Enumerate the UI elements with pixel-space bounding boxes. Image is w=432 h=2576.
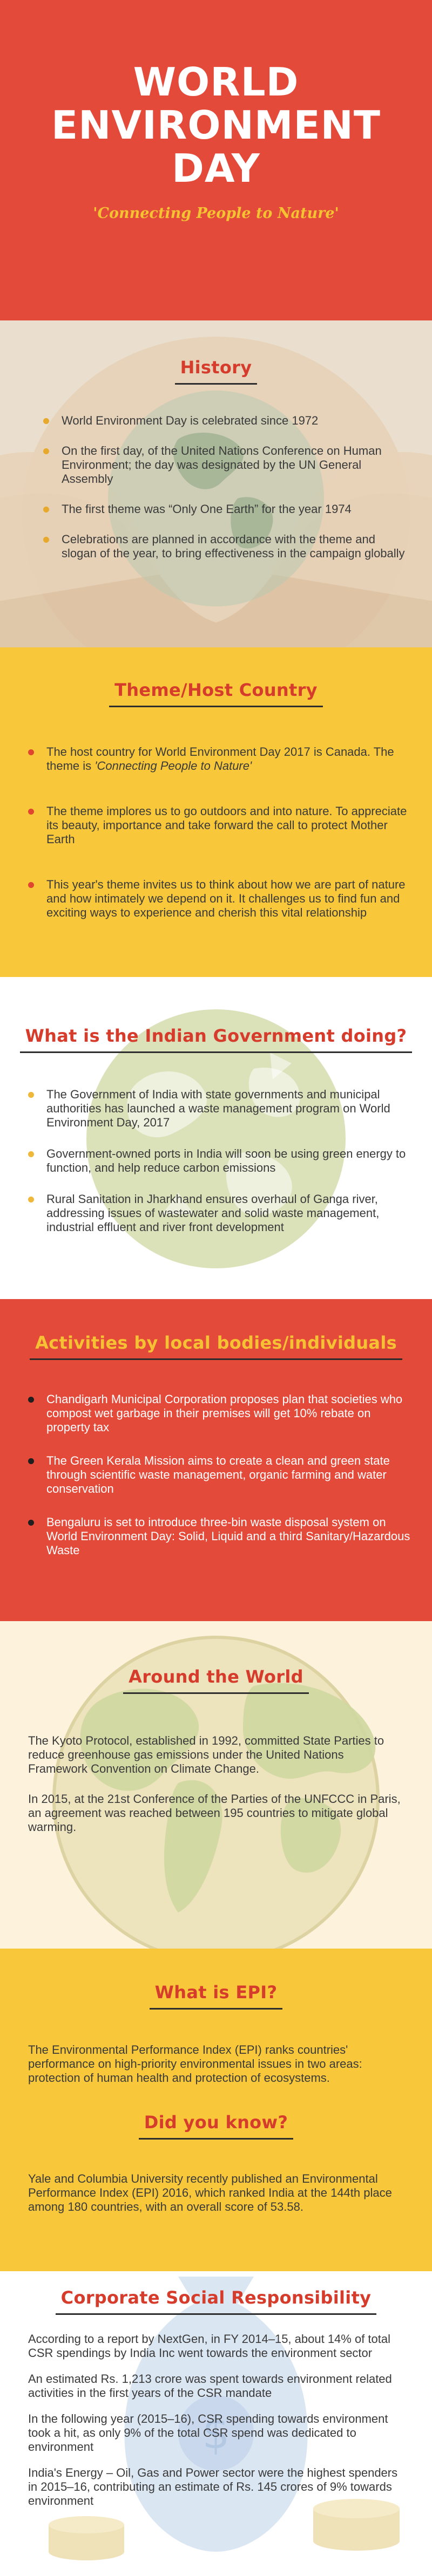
title-line-2: ENVIRONMENT — [51, 103, 381, 148]
header-banner — [0, 0, 432, 320]
bullet-icon — [28, 1092, 34, 1098]
bullet-icon — [43, 537, 49, 543]
bullet-icon — [43, 418, 49, 424]
bullet-icon — [28, 1397, 34, 1403]
list-item-text: On the first day, of the United Nations Conference on Human Environment; the day was designated by the UN General Assembly — [62, 444, 382, 486]
csr-title: Corporate Social Responsibility — [56, 2287, 377, 2315]
activities-title: Activities by local bodies/individuals — [30, 1333, 402, 1360]
title-line-1: WORLD — [133, 59, 299, 105]
list-item — [27, 1192, 410, 1234]
title-line-3: DAY — [172, 146, 260, 191]
list-item — [27, 1392, 410, 1434]
paris-paragraph: In 2015, at the 21st Conference of the Parties of the UNFCCC in Paris, an agreement was reached between 195 countries to mitigate global warming. — [28, 1792, 401, 1834]
csr-paragraph: In the following year (2015–16), CSR spending towards environment took a hit, as only 9% of the total CSR spend was dedicated to environment — [28, 2412, 388, 2454]
list-item-text: This year's theme invites us to think about how we are part of nature and how intimately we depend on it. It challenges us to find fun and exciting ways to experience and cherish this vital relationship — [46, 878, 406, 919]
csr-paragraph: An estimated Rs. 1,213 crore was spent towards environment related activities in the first years of the CSR mandate — [28, 2372, 392, 2400]
epi-title: What is EPI? — [150, 1982, 283, 2010]
list-item — [42, 414, 410, 428]
bullet-icon — [28, 749, 34, 755]
bullet-icon — [28, 809, 34, 815]
bullet-icon — [43, 507, 49, 513]
history-section — [0, 320, 432, 647]
bullet-icon — [28, 1458, 34, 1464]
list-item-text: World Environment Day is celebrated since 1972 — [62, 414, 319, 427]
theme-list — [27, 745, 410, 920]
list-item — [42, 444, 410, 486]
list-item-text: The first theme was “Only One Earth” for the year 1974 — [62, 502, 352, 516]
around-the-world-section — [0, 1621, 432, 1949]
government-title: What is the Indian Government doing? — [20, 1026, 413, 1053]
list-item — [42, 532, 410, 561]
government-section — [0, 977, 432, 1299]
activities-section — [0, 1299, 432, 1621]
government-list — [27, 1088, 410, 1234]
tagline: 'Connecting People to Nature' — [93, 205, 339, 222]
list-item-text: Rural Sanitation in Jharkhand ensures overhaul of Ganga river, addressing issues of wastewater and solid waste management, industrial effluent and river front development — [46, 1192, 380, 1234]
activities-list — [27, 1392, 410, 1557]
list-item — [27, 804, 410, 846]
bullet-icon — [28, 1520, 34, 1526]
bullet-icon — [28, 1197, 34, 1202]
list-item — [42, 502, 410, 516]
csr-paragraph: According to a report by NextGen, in FY 2014–15, about 14% of total CSR spendings by India Inc went towards the environment sector — [28, 2332, 391, 2360]
list-item — [27, 1147, 410, 1175]
csr-paragraph: India's Energy – Oil, Gas and Power sector were the highest spenders in 2015–16, contributing an estimate of Rs. 145 crores of 9% towards environment — [28, 2466, 398, 2507]
epi-paragraph: The Environmental Performance Index (EPI) ranks countries' performance on high-priority environmental issues in two areas: protection of human health and protection of ecosystems. — [28, 2043, 362, 2085]
list-item — [27, 1088, 410, 1130]
list-item-text: Celebrations are planned in accordance with the theme and slogan of the year, to bring effectiveness in the campaign globally — [62, 532, 405, 560]
list-item — [27, 1454, 410, 1496]
list-item — [27, 878, 410, 920]
did-you-know-paragraph: Yale and Columbia University recently published an Environmental Performance Index (EPI) 2016, which ranked India at the 144th place among 180 countries, with an overall score of 53.58. — [28, 2172, 392, 2213]
list-item-text: The Green Kerala Mission aims to create a clean and green state through scientific waste management, organic farming and water conservation — [46, 1454, 390, 1495]
kyoto-paragraph: The Kyoto Protocol, established in 1992, committed State Parties to reduce greenhouse gas emissions under the United Nations Framework Convention on Climate Change. — [28, 1734, 384, 1775]
list-item-text: The Government of India with state governments and municipal authorities has launched a waste management program on World Environment Day, 2017 — [46, 1088, 390, 1129]
list-item-text: Chandigarh Municipal Corporation proposes plan that societies who compost wet garbage in their premises will get 10% rebate on property tax — [46, 1392, 403, 1434]
bullet-icon — [28, 882, 34, 888]
list-item-text: Government-owned ports in India will soon be using green energy to function, and help reduce carbon emissions — [46, 1147, 406, 1174]
theme-name: 'Connecting People to Nature' — [94, 759, 252, 773]
list-item-text — [46, 745, 394, 773]
csr-section — [0, 2271, 432, 2576]
svg-text:$: $ — [202, 2408, 230, 2458]
bullet-icon — [43, 448, 49, 454]
bullet-icon — [28, 1151, 34, 1157]
theme-section — [0, 647, 432, 977]
list-item — [27, 745, 410, 773]
list-item-text: The theme implores us to go outdoors and into nature. To appreciate its beauty, importance and take forward the call to protect Mother Earth — [46, 804, 407, 846]
theme-title: Theme/Host Country — [109, 680, 323, 707]
around-the-world-title: Around the World — [123, 1666, 309, 1694]
list-item-text: Bengaluru is set to introduce three-bin waste disposal system on World Environment Day: Solid, Liquid and a third Sanitary/Hazardous Waste — [46, 1515, 410, 1557]
theme-host-text: The host country for World Environment Day 2017 is Canada. The theme is — [46, 745, 394, 773]
did-you-know-title: Did you know? — [139, 2112, 293, 2140]
history-list — [42, 414, 410, 561]
epi-section — [0, 1949, 432, 2271]
list-item — [27, 1515, 410, 1557]
page-title — [0, 0, 432, 190]
history-title: History — [175, 357, 258, 385]
